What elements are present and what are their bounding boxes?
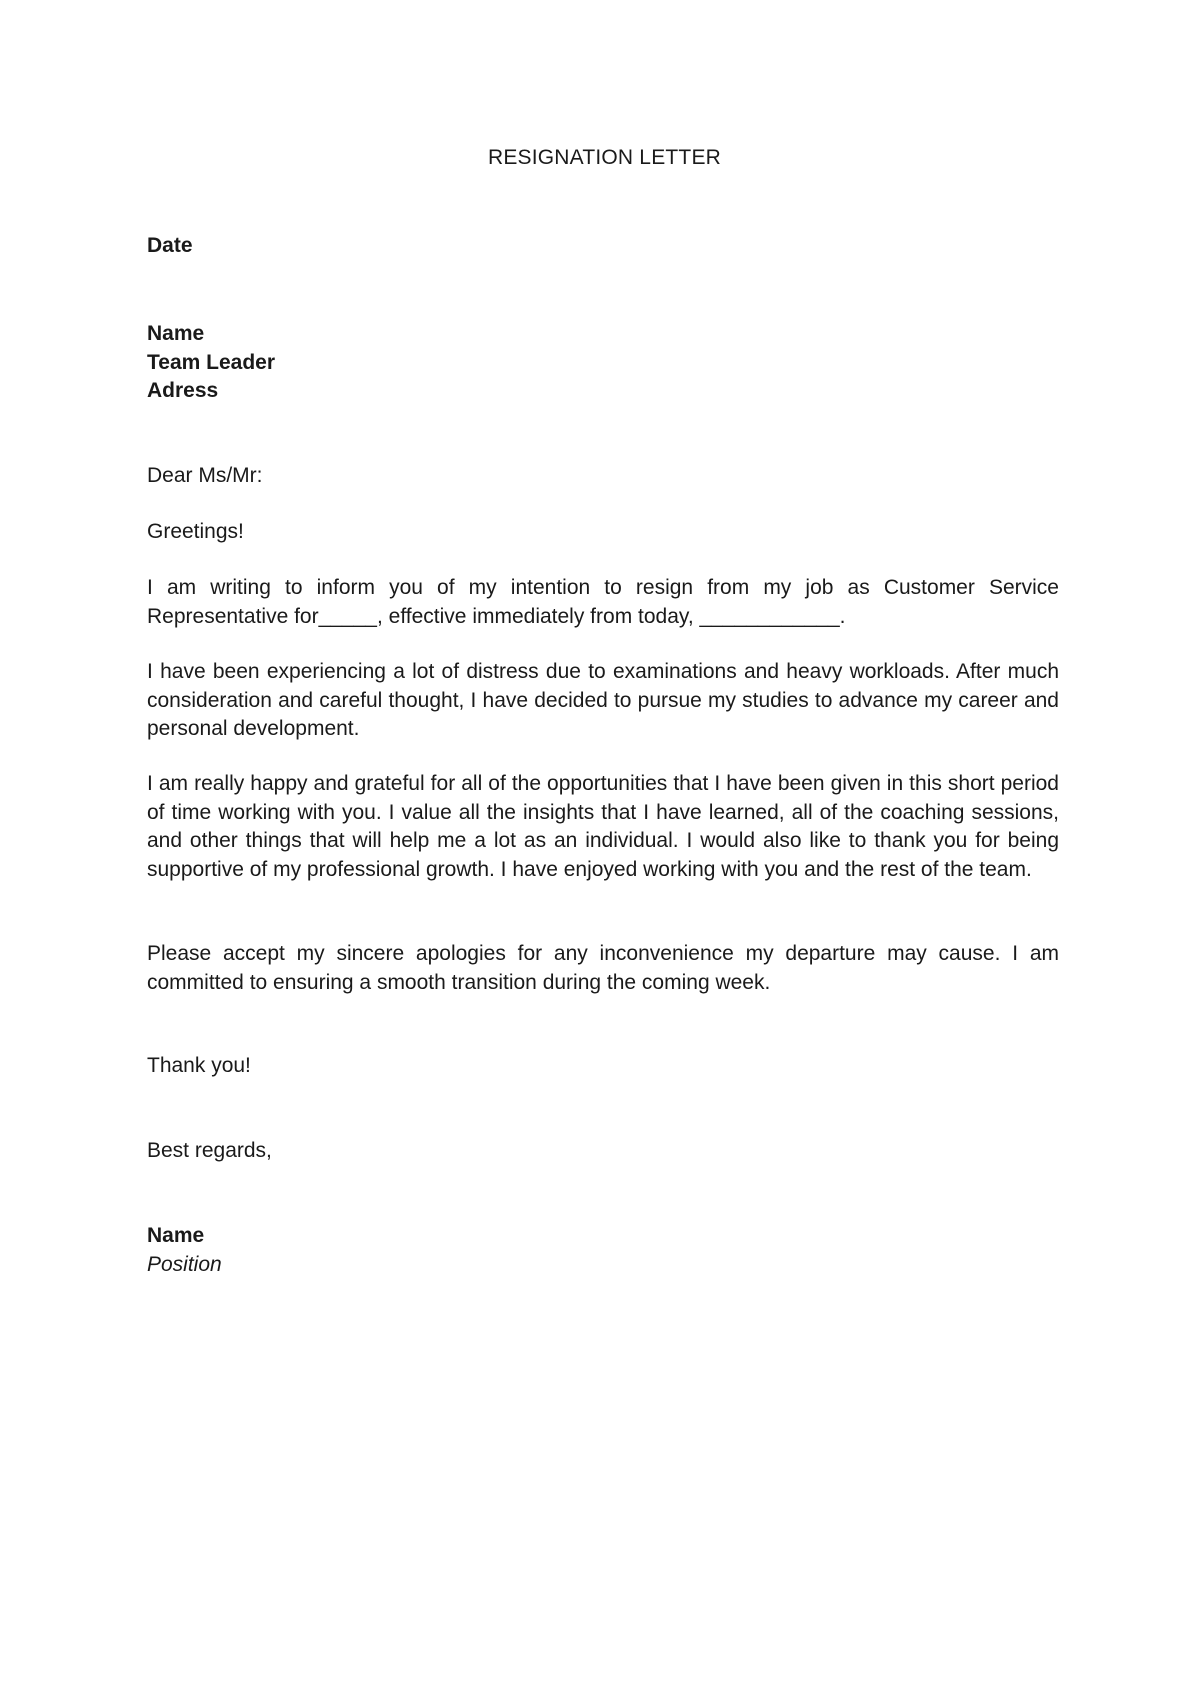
sender-position: Position bbox=[147, 1252, 222, 1276]
letter-title: RESIGNATION LETTER bbox=[487, 146, 722, 169]
body-paragraph: I have been experiencing a lot of distress due to examinations and heavy workloads. After much consideration and careful thought, I have decided to pursue my studies to advance my career and personal development. bbox=[147, 660, 1059, 740]
date-label: Date bbox=[147, 234, 193, 257]
body-paragraph: Please accept my sincere apologies for any inconvenience my departure may cause. I am committed to ensuring a smooth transition during the coming week. bbox=[147, 942, 1059, 994]
recipient-role: Team Leader bbox=[147, 350, 275, 374]
recipient-block bbox=[147, 320, 1059, 406]
signature-block bbox=[147, 1222, 1059, 1279]
body-paragraph: I am writing to inform you of my intention to resign from my job as Customer Service Representative for_____, effective immediately from today, ____________. bbox=[147, 576, 1059, 628]
recipient-address: Adress bbox=[147, 379, 219, 402]
thanks-line: Thank you! bbox=[147, 1054, 251, 1077]
salutation: Dear Ms/Mr: bbox=[147, 464, 263, 487]
recipient-name: Name bbox=[147, 322, 205, 345]
closing-line: Best regards, bbox=[147, 1139, 272, 1162]
sender-name: Name bbox=[147, 1224, 205, 1247]
greeting: Greetings! bbox=[147, 520, 244, 543]
body-paragraph: I am really happy and grateful for all of the opportunities that I have been given in this short period of time working with you. I value all the insights that I have learned, all of the coaching sessions, and other things that will help me a lot as an individual. I would also like to thank you for being supportive of my professional growth. I have enjoyed working with you and the rest of the team. bbox=[147, 772, 1059, 881]
